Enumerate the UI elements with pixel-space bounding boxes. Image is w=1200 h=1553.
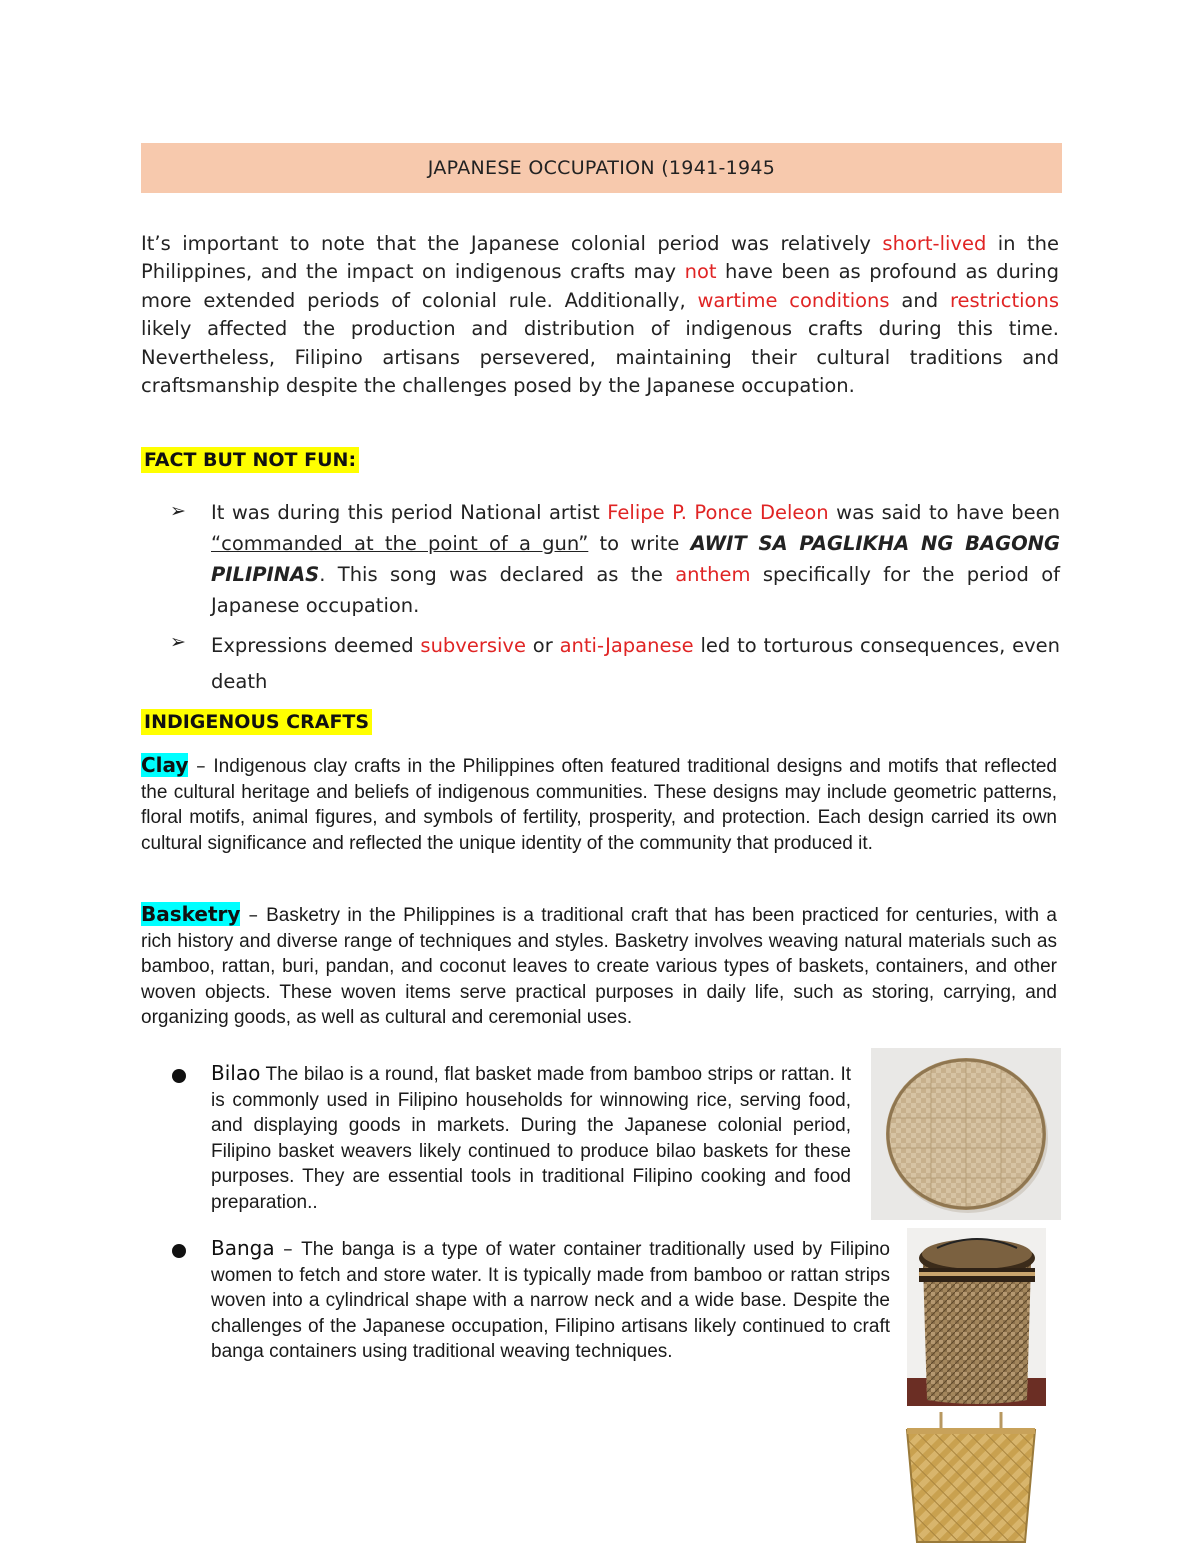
clay-paragraph: Clay – Indigenous clay crafts in the Philippines often featured traditional designs and motifs that reflected the cultural heritage and beliefs of indigenous communities. These designs may include geometric patterns, floral motifs, animal figures, and symbols of fertility, prosperity, and protection. Each design carried its own cultural significance and reflected the unique identity of the community that produced it. xyxy=(141,753,1057,854)
basketry-text: Basketry in the Philippines is a traditional craft that has been practiced for centuries, with a rich history and diverse range of techniques and styles. Basketry involves weaving natural materials such as bamboo, rattan, buri, pandan, and coconut leaves to create various types of baskets, containers, and other woven objects. These woven items serve practical purposes in daily life, such as storing, carrying, and organizing goods, as well as cultural and ceremonial uses. xyxy=(141,905,1057,1029)
arrow-bullet-icon: ➢ xyxy=(170,631,186,653)
banga-description: Banga – The banga is a type of water container traditionally used by Filipino women to fetch and store water. It is typically made from bamboo or rattan strips woven into a cylindrical shape with a narrow neck and a wide base. Despite the challenges of the Japanese occupation, Filipino artisans likely continued to craft banga containers using traditional weaving techniques. xyxy=(211,1236,890,1362)
arrow-bullet-icon: ➢ xyxy=(170,500,186,522)
banga-basket-image xyxy=(907,1228,1046,1406)
intro-paragraph xyxy=(141,230,1059,400)
clay-label: Clay xyxy=(141,753,189,777)
emphasis-not: not xyxy=(684,260,717,284)
woven-bag-image xyxy=(901,1408,1041,1545)
clay-text: Indigenous clay crafts in the Philippines often featured traditional designs and motifs that reflected the cultural heritage and beliefs of indigenous communities. These designs may include geometric patterns, floral motifs, animal figures, and symbols of fertility, prosperity, and protection. Each design carried its own cultural significance and reflected the unique identity of the community that produced it. xyxy=(141,756,1057,854)
intro-text: have been as profound as during more extended periods of colonial rule. Additionally, xyxy=(141,260,1060,312)
list-item-banga xyxy=(172,1236,890,1365)
bullet-dot-icon xyxy=(172,1069,186,1083)
basketry-paragraph: Basketry – Basketry in the Philippines is a traditional craft that has been practiced for centuries, with a rich history and diverse range of techniques and styles. Basketry involves weaving natural materials such as bamboo, rattan, buri, pandan, and coconut leaves to create various types of baskets, containers, and other woven objects. These woven items serve practical purposes in daily life, such as storing, carrying, and organizing goods, as well as cultural and ceremonial uses. xyxy=(141,902,1057,1029)
intro-text: It’s important to note that the Japanese colonial period was relatively xyxy=(141,232,883,255)
song-title: AWIT SA PAGLIKHA NG BAGONG PILIPINAS xyxy=(211,532,1061,586)
fact-text: Expressions deemed subversive or anti-Japanese led to torturous consequences, even death xyxy=(211,634,1060,693)
section-title: JAPANESE OCCUPATION (1941-1945 xyxy=(427,157,776,179)
emphasis-anti-japanese: anti-Japanese xyxy=(559,634,694,657)
emphasis-subversive: subversive xyxy=(420,634,526,657)
emphasis-restrictions: restrictions xyxy=(949,288,1059,312)
item-name: Bilao xyxy=(211,1061,261,1085)
emphasis-artist-name: Felipe P. Ponce Deleon xyxy=(607,501,829,524)
bilao-description: Bilao The bilao is a round, flat basket made from bamboo strips or rattan. It is commonly used in Filipino households for winnowing rice, serving food, and displaying goods in markets. During the Japanese colonial period, Filipino basket weavers likely continued to produce bilao baskets for these purposes. They are essential tools in traditional Filipino cooking and food preparation.. xyxy=(211,1061,851,1213)
item-name: Banga xyxy=(211,1236,275,1260)
emphasis-wartime-conditions: wartime conditions xyxy=(697,288,890,312)
emphasis-short-lived: short-lived xyxy=(882,232,987,255)
emphasis-anthem: anthem xyxy=(675,563,751,586)
fact-text: It was during this period National artist Felipe P. Ponce Deleon was said to have been “commanded at the point of a gun” to write AWIT SA PAGLIKHA NG BAGONG PILIPINAS. This song was declared as the anthem specifically for the period of Japanese occupation. xyxy=(211,501,1061,617)
intro-text: and xyxy=(889,288,950,312)
bullet-dot-icon xyxy=(172,1244,186,1258)
fact-bullet xyxy=(170,497,1060,621)
underlined-quote: “commanded at the point of a gun” xyxy=(211,532,589,555)
indigenous-crafts-heading: INDIGENOUS CRAFTS xyxy=(141,709,372,735)
fact-heading: FACT BUT NOT FUN: xyxy=(141,447,359,473)
fact-bullet xyxy=(170,628,1060,700)
basketry-label: Basketry xyxy=(141,902,241,926)
intro-text: in the Philippines, and the impact on indigenous crafts may xyxy=(141,232,1059,284)
list-item-bilao xyxy=(172,1061,851,1215)
section-title-bar xyxy=(141,143,1062,193)
intro-text: likely affected the production and distribution of indigenous crafts during this time. Nevertheless, Filipino artisans persevered, maintaining their cultural traditions and craftsmanship despite the challenges posed by the Japanese occupation. xyxy=(141,317,1059,398)
bilao-basket-image xyxy=(871,1048,1061,1220)
